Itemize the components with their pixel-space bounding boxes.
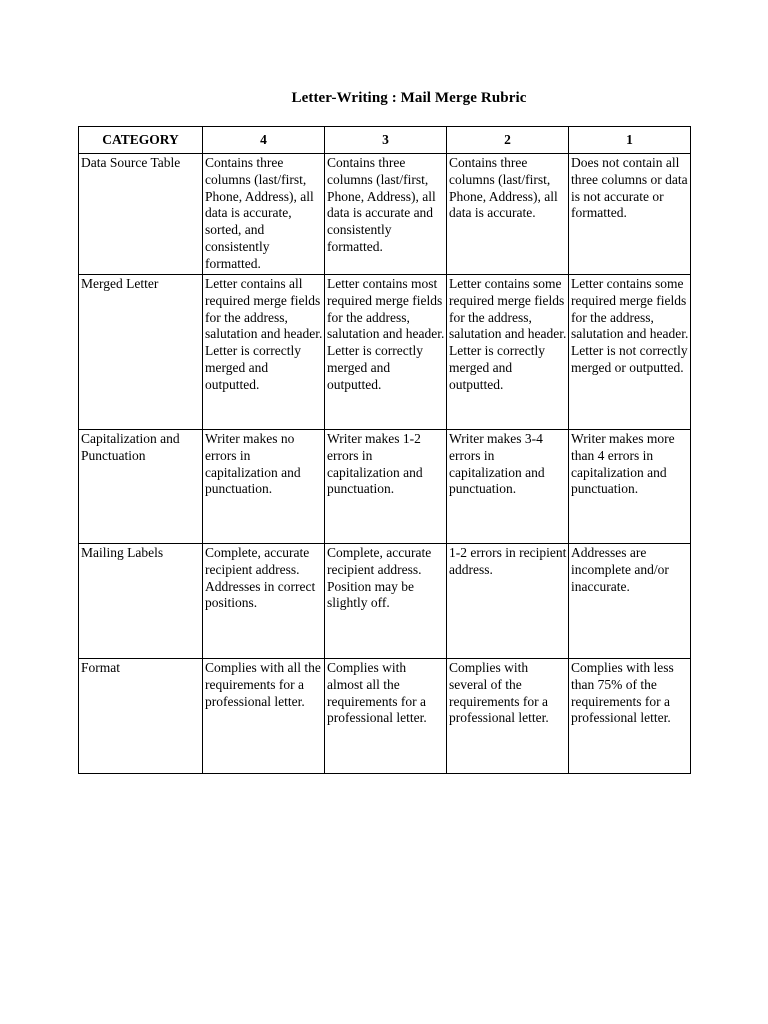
score-2-cell: 1-2 errors in recipient address. <box>447 544 569 659</box>
score-1-cell: Complies with less than 75% of the requirements for a professional letter. <box>569 659 691 774</box>
score-2-cell: Contains three columns (last/first, Phone, Address), all data is accurate. <box>447 154 569 275</box>
row-category: Data Source Table <box>79 154 203 275</box>
table-row <box>79 275 691 430</box>
document-title: Letter-Writing : Mail Merge Rubric <box>291 90 527 106</box>
header-score-4: 4 <box>203 127 325 154</box>
row-category: Capitalization and Punctuation <box>79 430 203 544</box>
table-row <box>79 659 691 774</box>
score-4-cell: Contains three columns (last/first, Phone, Address), all data is accurate, sorted, and consistently formatted. <box>203 154 325 275</box>
score-3-cell: Writer makes 1-2 errors in capitalization and punctuation. <box>325 430 447 544</box>
header-category: CATEGORY <box>79 127 203 154</box>
row-category: Merged Letter <box>79 275 203 430</box>
score-3-cell: Complies with almost all the requirements for a professional letter. <box>325 659 447 774</box>
score-2-cell: Writer makes 3-4 errors in capitalization and punctuation. <box>447 430 569 544</box>
score-4-cell: Letter contains all required merge fields for the address, salutation and header. Letter is correctly merged and outputted. <box>203 275 325 430</box>
row-category: Mailing Labels <box>79 544 203 659</box>
score-1-cell: Does not contain all three columns or data is not accurate or formatted. <box>569 154 691 275</box>
score-3-cell: Letter contains most required merge fields for the address, salutation and header. Letter is correctly merged and outputted. <box>325 275 447 430</box>
score-4-cell: Complies with all the requirements for a professional letter. <box>203 659 325 774</box>
score-2-cell: Letter contains some required merge fields for the address, salutation and header. Letter is correctly merged and outputted. <box>447 275 569 430</box>
score-3-cell: Contains three columns (last/first, Phone, Address), all data is accurate and consistently formatted. <box>325 154 447 275</box>
score-3-cell: Complete, accurate recipient address. Position may be slightly off. <box>325 544 447 659</box>
header-score-3: 3 <box>325 127 447 154</box>
header-score-2: 2 <box>447 127 569 154</box>
header-score-1: 1 <box>569 127 691 154</box>
table-row <box>79 544 691 659</box>
row-category: Format <box>79 659 203 774</box>
score-1-cell: Letter contains some required merge fields for the address, salutation and header. Letter is not correctly merged or outputted. <box>569 275 691 430</box>
table-row <box>79 430 691 544</box>
score-2-cell: Complies with several of the requirements for a professional letter. <box>447 659 569 774</box>
score-4-cell: Writer makes no errors in capitalization and punctuation. <box>203 430 325 544</box>
score-1-cell: Writer makes more than 4 errors in capitalization and punctuation. <box>569 430 691 544</box>
rubric-table <box>78 126 691 774</box>
header-row <box>79 127 691 154</box>
score-1-cell: Addresses are incomplete and/or inaccurate. <box>569 544 691 659</box>
score-4-cell: Complete, accurate recipient address. Addresses in correct positions. <box>203 544 325 659</box>
table-row <box>79 154 691 275</box>
